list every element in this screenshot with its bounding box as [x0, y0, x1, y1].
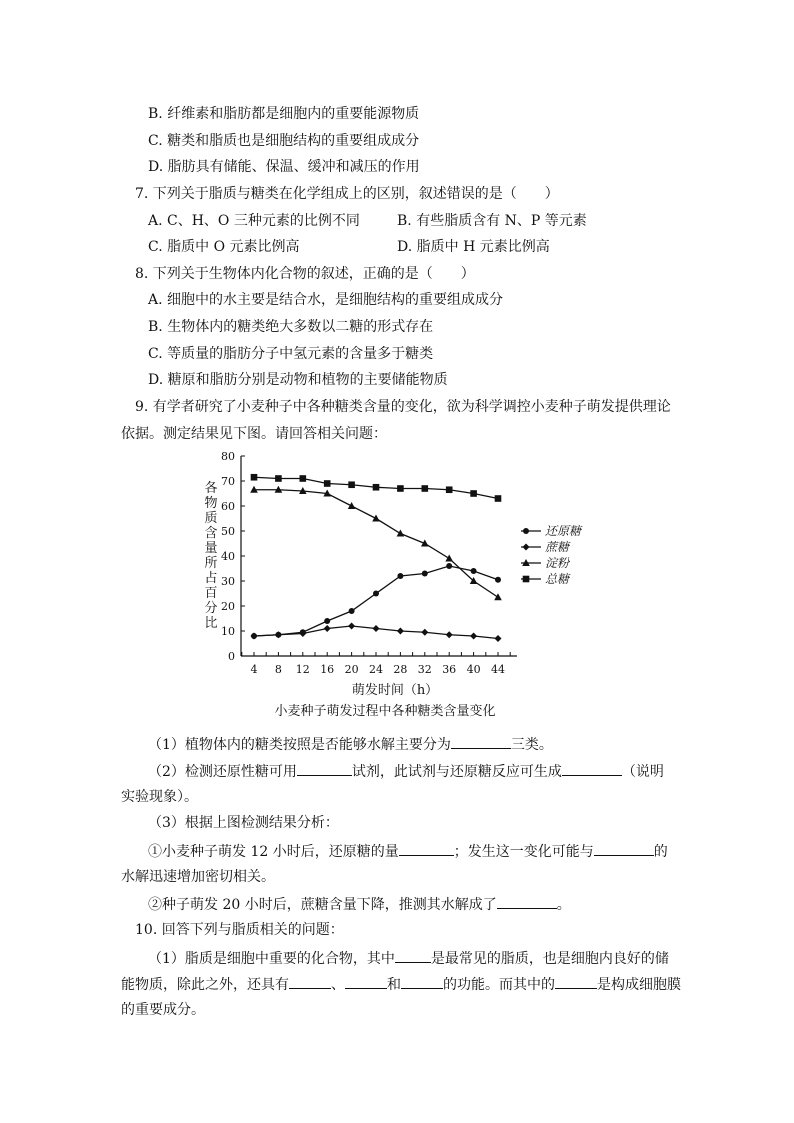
data-point-circle [397, 573, 403, 579]
y-tick-label: 50 [221, 525, 235, 538]
q10-line3: 的重要成分。 [121, 1002, 205, 1018]
data-point-square [446, 486, 453, 493]
legend-label: 淀粉 [545, 556, 570, 570]
data-point-square [470, 490, 477, 497]
data-point-square [251, 474, 258, 481]
q9-sub3-1-text-b: ；发生这一变化可能与 [453, 844, 594, 860]
q10-line1-text-a: （1）脂质是细胞中重要的化合物，其中 [148, 951, 395, 967]
y-tick-label: 30 [221, 575, 235, 588]
q7-stem: 7. 下列关于脂质与糖类在化学组成上的区别，叙述错误的是（ ） [135, 186, 559, 202]
answer-blank[interactable] [399, 840, 454, 856]
y-axis-label-char: 质 [204, 511, 218, 526]
data-point-square [324, 480, 331, 487]
answer-blank[interactable] [401, 973, 443, 989]
data-point-circle [324, 618, 330, 624]
x-tick-label: 8 [274, 663, 282, 676]
data-point-square [275, 475, 282, 482]
y-axis-label-char: 物 [204, 496, 218, 511]
q10-line2-text-c: 和 [387, 977, 401, 993]
data-point-diamond [397, 628, 404, 635]
q9-sub3-1-text-c: 的 [653, 844, 668, 860]
data-point-diamond [348, 623, 355, 630]
x-tick-label: 16 [320, 663, 335, 676]
q9-sub2 [148, 760, 664, 782]
data-point-triangle [348, 502, 356, 509]
legend-label: 蔗糖 [545, 540, 570, 554]
q9-sub3-2-suffix: 。 [556, 897, 571, 913]
q6-option-d: D. 脂肪具有储能、保温、缓冲和减压的作用 [148, 159, 420, 175]
y-axis-label-char: 各 [204, 481, 218, 496]
y-tick-label: 80 [221, 450, 235, 463]
data-point-circle [373, 591, 379, 597]
data-point-diamond [446, 631, 453, 638]
data-point-triangle [494, 593, 502, 600]
answer-blank[interactable] [497, 893, 557, 909]
chart-title: 小麦种子萌发过程中各种糖类含量变化 [274, 704, 496, 719]
q9-sub1-suffix: 三类。 [510, 737, 553, 753]
data-point-circle [495, 577, 501, 583]
q8-option-b: B. 生物体内的糖类绝大多数以二糖的形式存在 [148, 319, 434, 335]
data-point-circle [422, 571, 428, 577]
x-tick-label: 20 [344, 663, 359, 676]
answer-blank[interactable] [395, 947, 431, 963]
data-point-square [373, 484, 380, 491]
data-point-diamond [421, 629, 428, 636]
answer-blank[interactable] [297, 760, 352, 776]
q9-sub3-2 [148, 893, 571, 915]
q9-sub1 [148, 733, 553, 755]
q7-option-b: B. 有些脂质含有 N、P 等元素 [397, 213, 587, 229]
y-axis-label-char: 占 [204, 571, 218, 586]
x-tick-label: 4 [250, 663, 258, 676]
y-axis-label-char: 分 [204, 601, 218, 616]
data-point-square [348, 481, 355, 488]
x-tick-label: 28 [393, 663, 408, 676]
y-axis-label-char: 所 [204, 556, 218, 571]
series-line-triangle [254, 490, 498, 598]
q9-sub2-line2: 实验现象）。 [121, 789, 198, 805]
y-tick-label: 10 [221, 625, 235, 638]
x-tick-label: 44 [491, 663, 505, 676]
q6-option-c: C. 糖类和脂质也是细胞结构的重要组成成分 [148, 133, 420, 149]
data-point-square [495, 495, 502, 502]
x-axis-label: 萌发时间（h） [351, 683, 439, 698]
answer-blank[interactable] [562, 760, 622, 776]
q10-line2-text-e: 是构成细胞膜 [597, 977, 681, 993]
answer-blank[interactable] [594, 840, 654, 856]
q7-option-a: A. C、H、O 三种元素的比例不同 [148, 213, 360, 229]
y-tick-label: 20 [221, 600, 235, 613]
data-point-circle [349, 608, 355, 614]
q8-option-a: A. 细胞中的水主要是结合水，是细胞结构的重要组成成分 [148, 292, 504, 308]
x-tick-label: 32 [417, 663, 432, 676]
sugar-content-chart [195, 446, 615, 726]
answer-blank[interactable] [345, 973, 387, 989]
y-axis-label-char: 量 [204, 541, 218, 556]
y-tick-label: 40 [221, 550, 235, 563]
data-point-triangle [445, 555, 453, 562]
q7-option-c: C. 脂质中 O 元素比例高 [148, 239, 300, 255]
q9-sub3-1 [148, 840, 668, 862]
q10-line2-text-b: 、 [331, 977, 345, 993]
q9-sub3-1-text-a: ①小麦种子萌发 12 小时后，还原糖的量 [148, 844, 399, 860]
q10-line1-text-b: 是最常见的脂质，也是细胞内良好的储 [430, 951, 669, 967]
q9-stem-line2: 依据。测定结果见下图。请回答相关问题： [121, 426, 387, 442]
data-point-square [422, 485, 429, 492]
data-point-diamond [324, 625, 331, 632]
q10-line2 [121, 973, 681, 995]
q9-sub2-text-c: （说明 [621, 764, 664, 780]
q10-line2-text-a: 能物质，除此之外，还具有 [121, 977, 289, 993]
data-point-diamond [470, 633, 477, 640]
q9-sub2-text-b: 试剂，此试剂与还原糖反应可生成 [351, 764, 562, 780]
y-tick-label: 60 [221, 500, 235, 513]
q8-option-c: C. 等质量的脂肪分子中氢元素的含量多于糖类 [148, 346, 434, 362]
data-point-circle [446, 563, 452, 569]
data-point-diamond [275, 631, 282, 638]
data-point-diamond [251, 633, 258, 640]
legend-label: 总糖 [545, 572, 570, 586]
data-point-square [300, 475, 307, 482]
legend-marker [523, 576, 530, 583]
x-tick-label: 36 [442, 663, 457, 676]
legend-marker [523, 544, 530, 551]
q9-sub1-text: （1）植物体内的糖类按照是否能够水解主要分为 [148, 737, 451, 753]
answer-blank[interactable] [289, 973, 331, 989]
y-axis-label-char: 含 [204, 526, 218, 541]
q6-option-b: B. 纤维素和脂肪都是细胞内的重要能源物质 [148, 106, 420, 122]
y-axis-label-char: 比 [204, 616, 218, 631]
legend-marker [523, 528, 529, 534]
q7-option-d: D. 脂质中 H 元素比例高 [397, 239, 550, 255]
q10-stem: 10. 回答下列与脂质相关的问题： [135, 922, 344, 938]
data-point-circle [471, 568, 477, 574]
data-point-triangle [372, 515, 380, 522]
x-tick-label: 40 [466, 663, 481, 676]
data-point-triangle [397, 530, 405, 537]
q9-sub3-2-text: ②种子萌发 20 小时后，蔗糖含量下降，推测其水解成了 [148, 897, 497, 913]
q8-option-d: D. 糖原和脂肪分别是动物和植物的主要储能物质 [148, 372, 448, 388]
y-axis-label-char: 百 [204, 586, 218, 601]
q10-line2-text-d: 的功能。而其中的 [443, 977, 555, 993]
q9-sub2-text-a: （2）检测还原性糖可用 [148, 764, 297, 780]
q10-line1 [148, 947, 669, 969]
y-tick-label: 0 [228, 650, 235, 663]
data-point-square [397, 485, 404, 492]
data-point-diamond [495, 635, 502, 642]
data-point-diamond [373, 625, 380, 632]
q8-stem: 8. 下列关于生物体内化合物的叙述，正确的是（ ） [135, 266, 475, 282]
y-tick-label: 70 [221, 475, 235, 488]
answer-blank[interactable] [451, 733, 511, 749]
x-tick-label: 12 [295, 663, 310, 676]
q9-sub3-1-line2: 水解迅速增加密切相关。 [121, 869, 275, 885]
answer-blank[interactable] [555, 973, 597, 989]
q9-stem-line1: 9. 有学者研究了小麦种子中各种糖类含量的变化，欲为科学调控小麦种子萌发提供理论 [135, 399, 671, 415]
x-tick-label: 24 [369, 663, 383, 676]
legend-label: 还原糖 [545, 524, 582, 538]
q9-sub3: （3）根据上图检测结果分析： [148, 815, 339, 831]
